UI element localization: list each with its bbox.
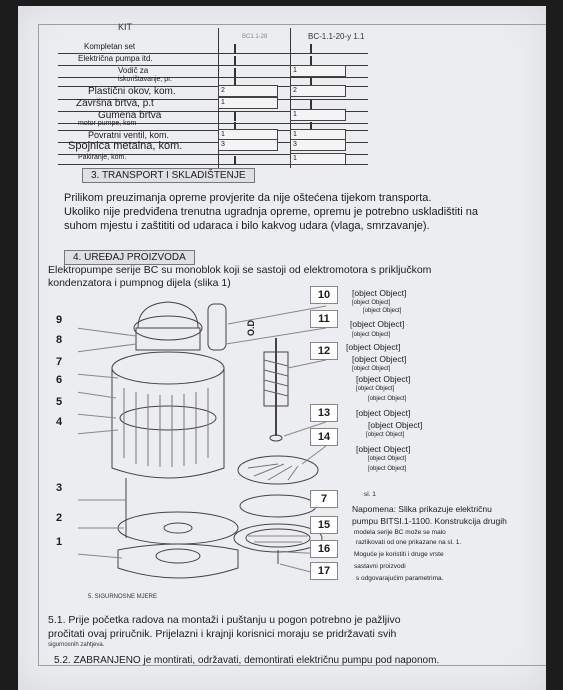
note-line: Napomena: Slika prikazuje električnu	[352, 504, 492, 514]
pump-handle	[138, 302, 198, 328]
note-line: sastavni proizvodi	[354, 563, 406, 570]
legend-item: [object Object]	[352, 366, 391, 372]
kit-row-mark	[234, 56, 236, 65]
note-line: pumpu BITSI.1-1100. Konstrukcija drugih	[352, 516, 507, 526]
kit-table	[58, 20, 368, 168]
diagram-number-right: 11	[310, 310, 338, 328]
impeller	[238, 456, 318, 484]
document-page	[18, 6, 546, 690]
legend-item: [object Object]	[356, 386, 395, 392]
diagram-number-left: 5	[56, 396, 63, 408]
section-4-line-1: Elektropumpe serije BC su monoblok koji se sastoji od elektromotora s priključkom	[48, 264, 432, 276]
legend-item: [object Object]	[366, 432, 405, 438]
base-plate	[118, 512, 238, 544]
legend-item: [object Object]	[352, 300, 391, 306]
kit-row-label: Plastični okov, kom.	[88, 86, 176, 97]
kit-row-value-1: 3	[218, 139, 278, 151]
kit-row-label: Završna brtva, p.t	[76, 98, 154, 109]
kit-row-label: Kompletan set	[84, 42, 136, 51]
legend-item: [object Object]	[352, 354, 407, 364]
diagram-number-left: 9	[56, 314, 63, 326]
section-5-heading: 5. SIGURNOSNE MJERE	[88, 594, 158, 600]
section-5-1-line-2: pročitati ovaj priručnik. Prijelazni i krajnji korisnici moraju se pridržavati svih	[48, 628, 397, 640]
legend-item: [object Object]	[363, 308, 402, 314]
kit-row-label: Gumena brtva	[98, 110, 162, 121]
kit-row-mark	[310, 56, 312, 65]
legend-item: [object Object]	[352, 288, 407, 298]
diagram-number-left: 3	[56, 482, 63, 494]
kit-row-value-2: 2	[290, 85, 346, 97]
note-line: Moguće je koristiti i druge vrste	[354, 551, 444, 558]
kit-row-label: motor pumpe, kom	[78, 120, 137, 127]
capacitor	[208, 304, 226, 350]
section-5-1-line-1: 5.1. Prije početka radova na montaži i puštanju u pogon potrebno je pažljivo	[48, 614, 401, 626]
kit-row-value-2: 1	[290, 129, 346, 141]
kit-row-label: Spojnica metalna, kom.	[68, 140, 183, 152]
diagram-number-right: 12	[310, 342, 338, 360]
figure-label: sl. 1	[364, 491, 376, 498]
legend-item: [object Object]	[356, 408, 411, 418]
diagram-number-right: 16	[310, 540, 338, 558]
kit-row-value-2: 1	[290, 65, 346, 77]
section-3-line-3: suhom mjestu i zaštititi od udaraca i bilo kakvog udara (vlaga, smrzavanje).	[64, 220, 430, 232]
diagram-number-right: 14	[310, 428, 338, 446]
diagram-number-left: 2	[56, 512, 63, 524]
note-line: razlikovati od one prikazane na sl. 1.	[356, 539, 462, 546]
kit-row-label: Povratni ventil, kom.	[88, 130, 170, 140]
kit-col1-header: BC1.1-28	[242, 34, 268, 40]
section-5-1-line-3: sigurnosnih zahtjeva.	[48, 642, 105, 648]
stator-ring	[120, 406, 216, 430]
legend-item: [object Object]	[368, 420, 423, 430]
diagram-number-right: 7	[310, 490, 338, 508]
kit-row-label: Vodič za	[118, 66, 149, 75]
kit-table-row	[58, 42, 368, 54]
legend-item: [object Object]	[368, 456, 407, 462]
diagram-number-left: 8	[56, 334, 63, 346]
seal-ring	[240, 495, 316, 517]
diagram-number-right: 15	[310, 516, 338, 534]
note-line: modela serije BC može se malo	[354, 529, 446, 536]
section-3-heading: 3. TRANSPORT I SKLADIŠTENJE	[82, 168, 255, 183]
kit-row-label: Pakiranje, kom.	[78, 154, 127, 161]
section-3-line-1: Prilikom preuzimanja opreme provjerite da nije oštećena tijekom transporta.	[64, 192, 432, 204]
legend-item: [object Object]	[356, 374, 411, 384]
kit-row-label: iskorištavanje, pr.	[118, 76, 173, 83]
kit-col2-header: BC-1.1-20-y 1.1	[308, 32, 365, 41]
kit-row-mark	[234, 156, 236, 165]
kit-row-value-1: 1	[218, 97, 278, 109]
kit-row-mark	[234, 44, 236, 53]
kit-row-label: Električna pumpa itd.	[78, 54, 153, 63]
rotated-label: O.D	[246, 319, 256, 336]
section-4-line-2: kondenzatora i pumpnog dijela (slika 1)	[48, 277, 231, 289]
pump-cover	[234, 524, 322, 552]
section-5-2: 5.2. ZABRANJENO je montirati, održavati, demontirati električnu pumpu pod naponom.	[54, 655, 440, 666]
legend-item: [object Object]	[352, 332, 391, 338]
legend-item: [object Object]	[356, 444, 411, 454]
diagram-number-left: 4	[56, 416, 63, 428]
kit-table-row	[58, 154, 368, 165]
diagram-number-left: 7	[56, 356, 63, 368]
legend-item: [object Object]	[350, 319, 405, 329]
pump-box	[136, 328, 200, 350]
kit-row-mark	[310, 44, 312, 53]
diagram-number-right: 17	[310, 562, 338, 580]
diagram-number-right: 10	[310, 286, 338, 304]
kit-row-value-1: 2	[218, 85, 278, 97]
legend-item: [object Object]	[368, 466, 407, 472]
kit-row-mark	[310, 100, 312, 109]
kit-row-value-1: 1	[218, 129, 278, 141]
legend-item: [object Object]	[368, 396, 407, 402]
motor-cap	[112, 352, 224, 384]
diagram-number-left: 1	[56, 536, 63, 548]
kit-row-value-2: 1	[290, 109, 346, 121]
diagram-number-left: 6	[56, 374, 63, 386]
section-3-line-2: Ukoliko nije predviđena trenutna ugradnja opreme, opremu je potrebno uskladištiti na	[64, 206, 478, 218]
kit-title: KIT	[118, 22, 133, 32]
kit-row-value-2: 3	[290, 139, 346, 151]
kit-row-value-2: 1	[290, 153, 346, 165]
note-line: s odgovarajućim parametrima.	[356, 575, 444, 582]
diagram-number-right: 13	[310, 404, 338, 422]
section-4-heading: 4. UREĐAJ PROIZVODA	[64, 250, 195, 265]
legend-item: [object Object]	[346, 342, 401, 352]
